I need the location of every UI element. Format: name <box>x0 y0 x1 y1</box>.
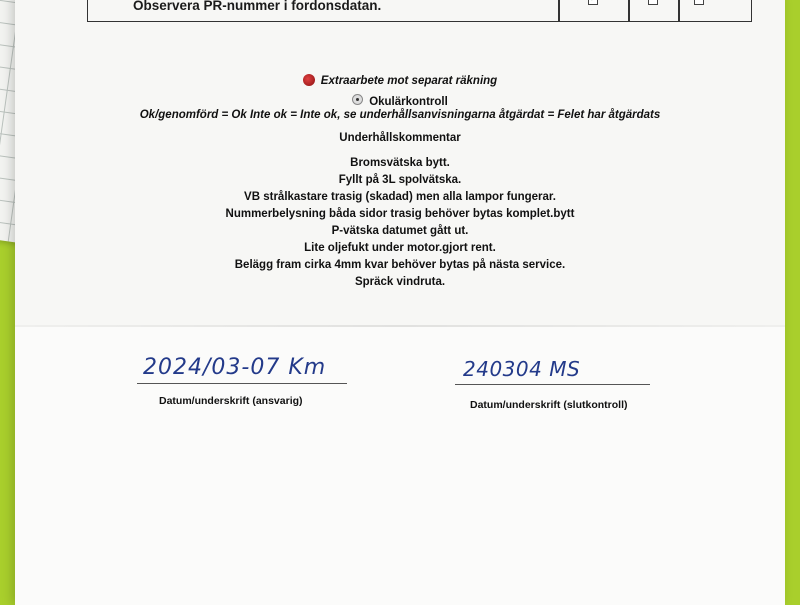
table-column-divider <box>558 0 560 21</box>
legend-visual-check-label: Okulärkontroll <box>369 96 448 108</box>
legend-visual-check <box>15 94 785 108</box>
comments-heading: Underhållskommentar <box>339 132 461 144</box>
legend-extra-work <box>15 74 785 87</box>
responsible-signature-label: Datum/underskrift (ansvarig) <box>159 395 303 407</box>
comment-line: Nummerbelysning båda sidor trasig behöver bytas komplet.bytt <box>225 208 575 220</box>
responsible-signature: 2024/03-07 Km <box>143 355 327 380</box>
signature-line-final-check <box>455 384 650 385</box>
ok-checkbox[interactable] <box>588 0 598 5</box>
comment-line: Belägg fram cirka 4mm kvar behöver bytas på nästa service. <box>234 259 566 271</box>
comment-line: Lite oljefukt under motor.gjort rent. <box>304 242 496 254</box>
comment-line: Bromsvätska bytt. <box>350 157 450 169</box>
comment-line: P-vätska datumet gått ut. <box>331 225 469 237</box>
red-dot-icon <box>303 74 315 86</box>
final-check-signature: 240304 MS <box>463 357 581 381</box>
service-document <box>15 0 785 605</box>
final-check-signature-label: Datum/underskrift (slutkontroll) <box>470 399 628 411</box>
signature-line-responsible <box>137 383 347 384</box>
top-table <box>87 0 752 22</box>
legend-status-key: Ok/genomförd = Ok Inte ok = Inte ok, se underhållsanvisningarna åtgärdat = Felet har åtgärdats <box>139 109 661 121</box>
not-ok-checkbox[interactable] <box>648 0 658 5</box>
table-column-divider <box>628 0 630 21</box>
pr-number-note: Observera PR-nummer i fordonsdatan. <box>133 0 382 13</box>
table-column-divider <box>678 0 680 21</box>
paper-lower-half <box>15 327 785 605</box>
eye-icon <box>352 94 363 105</box>
comment-line: VB strålkastare trasig (skadad) men alla lampor fungerar. <box>244 191 556 203</box>
fixed-checkbox[interactable] <box>694 0 704 5</box>
legend-extra-work-label: Extraarbete mot separat räkning <box>320 75 498 87</box>
paper-fold <box>15 325 785 327</box>
comment-line: Fyllt på 3L spolvätska. <box>338 174 462 186</box>
comments-list <box>15 155 785 291</box>
comment-line: Spräck vindruta. <box>354 276 446 288</box>
